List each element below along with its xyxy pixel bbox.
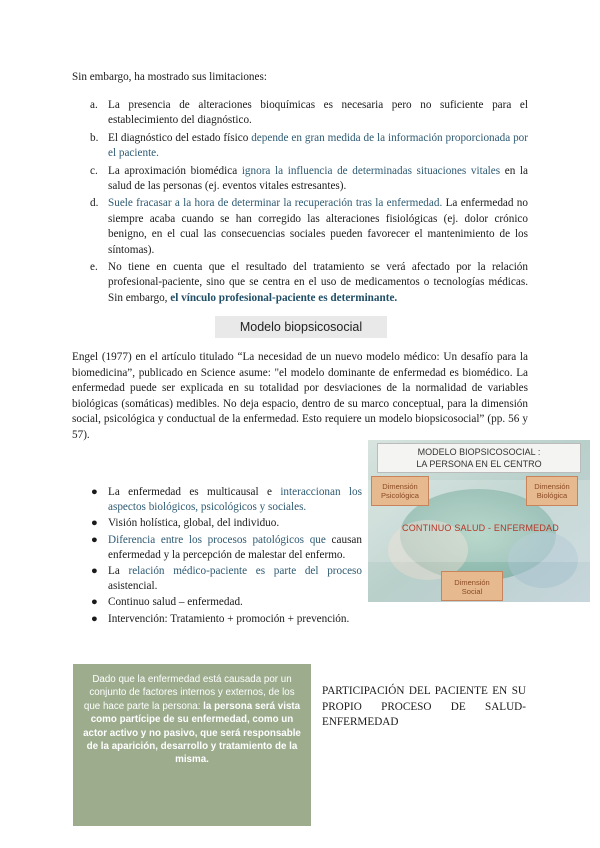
box-social-dimension — [441, 571, 503, 601]
list-item-text: Visión holística, global, del individuo. — [108, 517, 280, 530]
list-item-text: La presencia de alteraciones bioquímicas es necesaria pero no suficiente para el establecimiento del diagnóstico. — [108, 99, 528, 127]
diagram-title-line2: LA PERSONA EN EL CENTRO — [416, 459, 542, 469]
list-marker: ● — [91, 517, 98, 530]
feature-item — [72, 533, 362, 563]
box-bio-line2: Biológica — [536, 491, 568, 500]
list-marker: ● — [91, 565, 98, 578]
box-social-line1: Dimensión — [454, 578, 490, 587]
list-item-text: Suele fracasar a la hora de determinar la recuperación tras la enfermedad. — [108, 197, 443, 210]
list-marker: d. — [90, 197, 99, 210]
list-item-text: No tiene en cuenta que el resultado del tratamiento se verá afectado por la relación profesional-paciente, sino que se centra en el uso de medicamentos o tecnologías médicas. Sin embargo, — [108, 261, 528, 304]
participation-heading: PARTICIPACIÓN DEL PACIENTE EN SU PROPIO PROCESO DE SALUD-ENFERMEDAD — [322, 685, 526, 728]
box-social-line2: Social — [461, 587, 483, 596]
box-psych-line1: Dimensión — [382, 482, 418, 491]
box-psych-line2: Psicológica — [381, 491, 419, 500]
list-item-text: causan enfermedad y la percepción de malestar del enfermo. — [108, 533, 362, 561]
list-marker: ● — [91, 596, 98, 609]
limitations-list — [72, 98, 528, 308]
feature-item — [72, 612, 362, 627]
callout-normal-text: Dado que la enfermedad está causada por un conjunto de factores internos y externos, de los que hace parte la persona: — [83, 674, 295, 712]
list-item-text: interaccionan los aspectos biológicos, psicológicos y sociales. — [108, 486, 362, 514]
list-marker: c. — [90, 164, 98, 177]
box-biological-dimension — [526, 476, 578, 506]
list-item-text: La — [108, 565, 129, 578]
list-marker: ● — [91, 486, 98, 498]
limitation-item — [72, 260, 528, 306]
list-item-text: ignora la influencia de determinadas situaciones vitales — [241, 164, 501, 177]
callout-box — [73, 664, 311, 826]
feature-item — [72, 485, 362, 515]
diagram-title-line1: MODELO BIOPSICOSOCIAL : — [417, 447, 541, 457]
list-item-text: Intervención: Tratamiento + promoción + prevención. — [108, 612, 350, 625]
section-heading: Modelo biopsicosocial — [215, 316, 387, 338]
list-item-text: La enfermedad no siempre acaba cuando se han corregido las alteraciones fisiológicas (ej. dolor crónico benigno, en el cual las consecuencias sociales pueden favorecer el mantenimiento de los síntomas). — [108, 197, 528, 256]
list-item-text: en la salud de las personas (ej. eventos vitales estresantes). — [108, 164, 529, 193]
feature-item — [72, 564, 362, 594]
list-marker: e. — [90, 261, 98, 274]
box-psychological-dimension — [371, 476, 429, 506]
model-features-list — [72, 485, 362, 628]
engel-paragraph: Engel (1977) en el artículo titulado “La necesidad de un nuevo modelo médico: Un desafío para la biomedicina”, publicado en Science asume: "el modelo dominante de enfermedad es biomédico. La enfermedad puede ser explicada en su totalidad por desviaciones de la normalidad de variables biológicas (somáticas) medibles. No deja espacio, dentro de su marco conceptual, para la dimensión social, psicológica y conductual de la enfermedad. Esto requiere un modelo biopsicosocial” (pp. 56 y 57). — [72, 351, 528, 441]
box-bio-line1: Dimensión — [534, 482, 570, 491]
list-item-text: Diferencia entre los procesos patológicos que — [108, 533, 326, 546]
limitation-item — [72, 164, 528, 195]
list-item-text: depende en gran medida de la información proporcionada por el paciente. — [108, 131, 528, 160]
biopsychosocial-diagram — [368, 440, 590, 602]
limitation-item — [72, 98, 528, 129]
diagram-title — [377, 443, 581, 473]
list-item-text: La aproximación biomédica — [108, 164, 242, 177]
feature-item — [72, 516, 362, 531]
list-marker: ● — [91, 612, 98, 625]
list-item-text: relación médico-paciente es parte del proceso — [128, 565, 362, 578]
list-item-text: asistencial. — [108, 580, 158, 593]
list-marker: a. — [90, 99, 98, 111]
list-item-text: La enfermedad es multicausal e — [108, 486, 281, 498]
callout-bold-text: la persona será vista como partícipe de su enfermedad, como un actor activo y no pasivo, que será responsable de la aparición, desarrollo y tratamiento de la misma. — [83, 700, 301, 766]
list-marker: b. — [90, 131, 99, 144]
continuum-label: CONTINUO SALUD - ENFERMEDAD — [402, 523, 559, 533]
limitation-item — [72, 131, 528, 162]
list-item-text: Continuo salud – enfermedad. — [108, 596, 243, 609]
list-item-text: el vínculo profesional-paciente es determinante. — [170, 291, 398, 304]
limitations-intro: Sin embargo, ha mostrado sus limitaciones: — [72, 71, 267, 83]
list-item-text: El diagnóstico del estado físico — [108, 131, 252, 144]
list-marker: ● — [91, 533, 98, 546]
limitation-item — [72, 196, 528, 258]
feature-item — [72, 595, 362, 610]
